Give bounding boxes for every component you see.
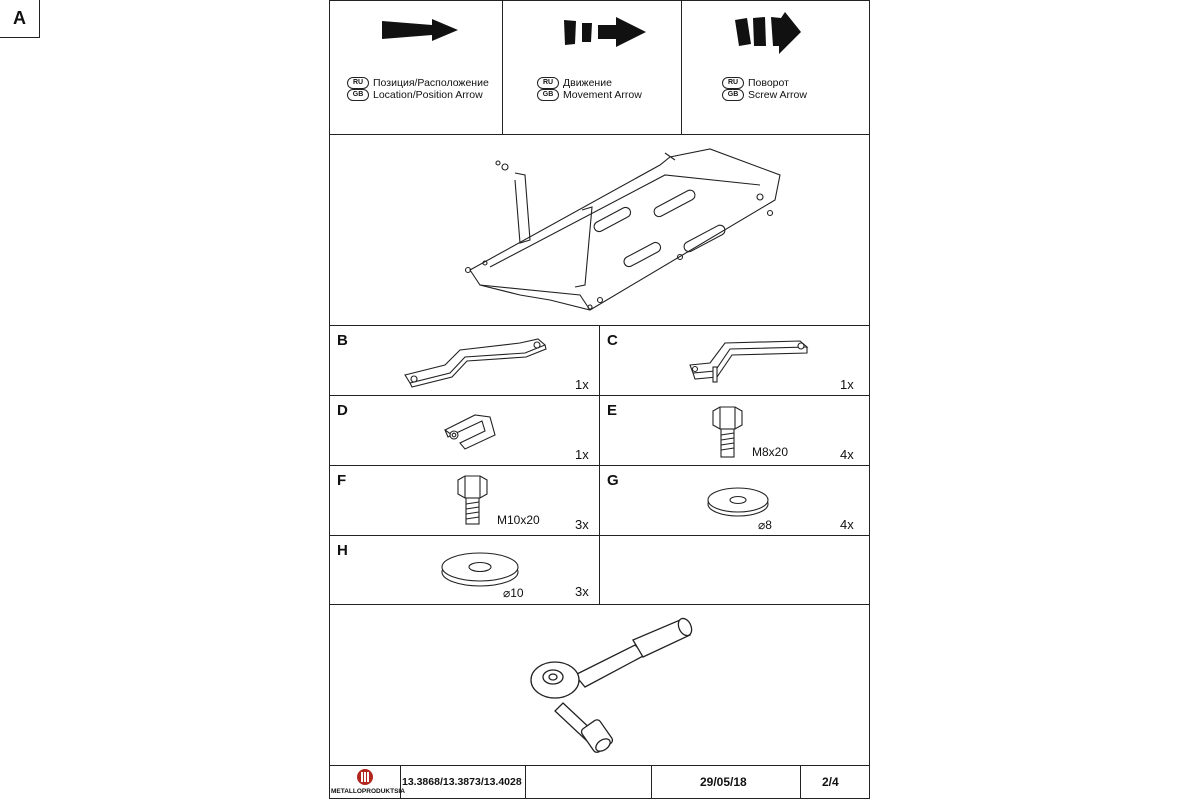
frame-top (329, 0, 870, 1)
movement-arrow-icon (560, 14, 650, 50)
ru-badge: RU (347, 77, 369, 89)
part-c-qty: 1x (840, 377, 854, 392)
skid-plate-assembly-drawing (460, 145, 790, 320)
position-arrow-icon (380, 15, 460, 45)
part-b-label: B (337, 332, 348, 349)
legend-movement (537, 77, 642, 101)
legend-position (347, 77, 489, 101)
bracket-d-drawing (440, 405, 510, 455)
part-h-spec: ⌀10 (503, 586, 524, 600)
divider-parts-mid (599, 325, 600, 604)
washer-8-drawing (703, 482, 773, 522)
part-d-label: D (337, 402, 348, 419)
frame-bottom (329, 798, 870, 799)
legend-gb-text: Screw Arrow (748, 89, 807, 101)
company-logo-icon (356, 768, 374, 786)
section-a-label: A (0, 0, 40, 38)
part-c-label: C (607, 332, 618, 349)
divider-legend-1 (502, 0, 503, 134)
part-f-spec: M10x20 (497, 513, 540, 527)
gb-badge: GB (722, 89, 744, 101)
legend-ru-text: Поворот (748, 77, 789, 89)
legend-ru-text: Позиция/Расположение (373, 77, 489, 89)
screw-arrow-icon (733, 10, 803, 60)
ratchet-wrench-icon (515, 615, 705, 755)
gb-badge: GB (537, 89, 559, 101)
legend-screw (722, 77, 807, 101)
gb-badge: GB (347, 89, 369, 101)
divider-legend-2 (681, 0, 682, 134)
bolt-m8-drawing (708, 405, 748, 460)
part-e-spec: M8x20 (752, 445, 789, 459)
part-g-spec: ⌀8 (758, 518, 772, 532)
bracket-b-drawing (400, 335, 560, 390)
part-h-label: H (337, 542, 348, 559)
part-g-qty: 4x (840, 517, 854, 532)
footer-div-2 (525, 765, 526, 798)
footer-div-3 (651, 765, 652, 798)
part-f-label: F (337, 472, 347, 489)
footer-part-numbers: 13.3868/13.3873/13.4028 (402, 776, 522, 788)
footer-date: 29/05/18 (700, 775, 747, 789)
legend-gb-text: Location/Position Arrow (373, 89, 483, 101)
part-b-qty: 1x (575, 377, 589, 392)
part-g-label: G (607, 472, 619, 489)
divider-footer (329, 765, 870, 766)
part-f-qty: 3x (575, 517, 589, 532)
part-d-qty: 1x (575, 447, 589, 462)
part-e-qty: 4x (840, 447, 854, 462)
divider-legend (329, 134, 870, 135)
ru-badge: RU (537, 77, 559, 89)
legend-ru-text: Движение (563, 77, 612, 89)
company-logo-text: METALLOPRODUKTSIA (331, 788, 405, 795)
washer-10-drawing (435, 546, 525, 591)
footer-div-4 (800, 765, 801, 798)
bracket-c-drawing (685, 335, 815, 390)
bolt-m10-drawing (453, 474, 493, 529)
ru-badge: RU (722, 77, 744, 89)
part-e-label: E (607, 402, 618, 419)
footer-page: 2/4 (822, 775, 839, 789)
part-h-qty: 3x (575, 584, 589, 599)
divider-h (329, 604, 870, 605)
legend-gb-text: Movement Arrow (563, 89, 642, 101)
